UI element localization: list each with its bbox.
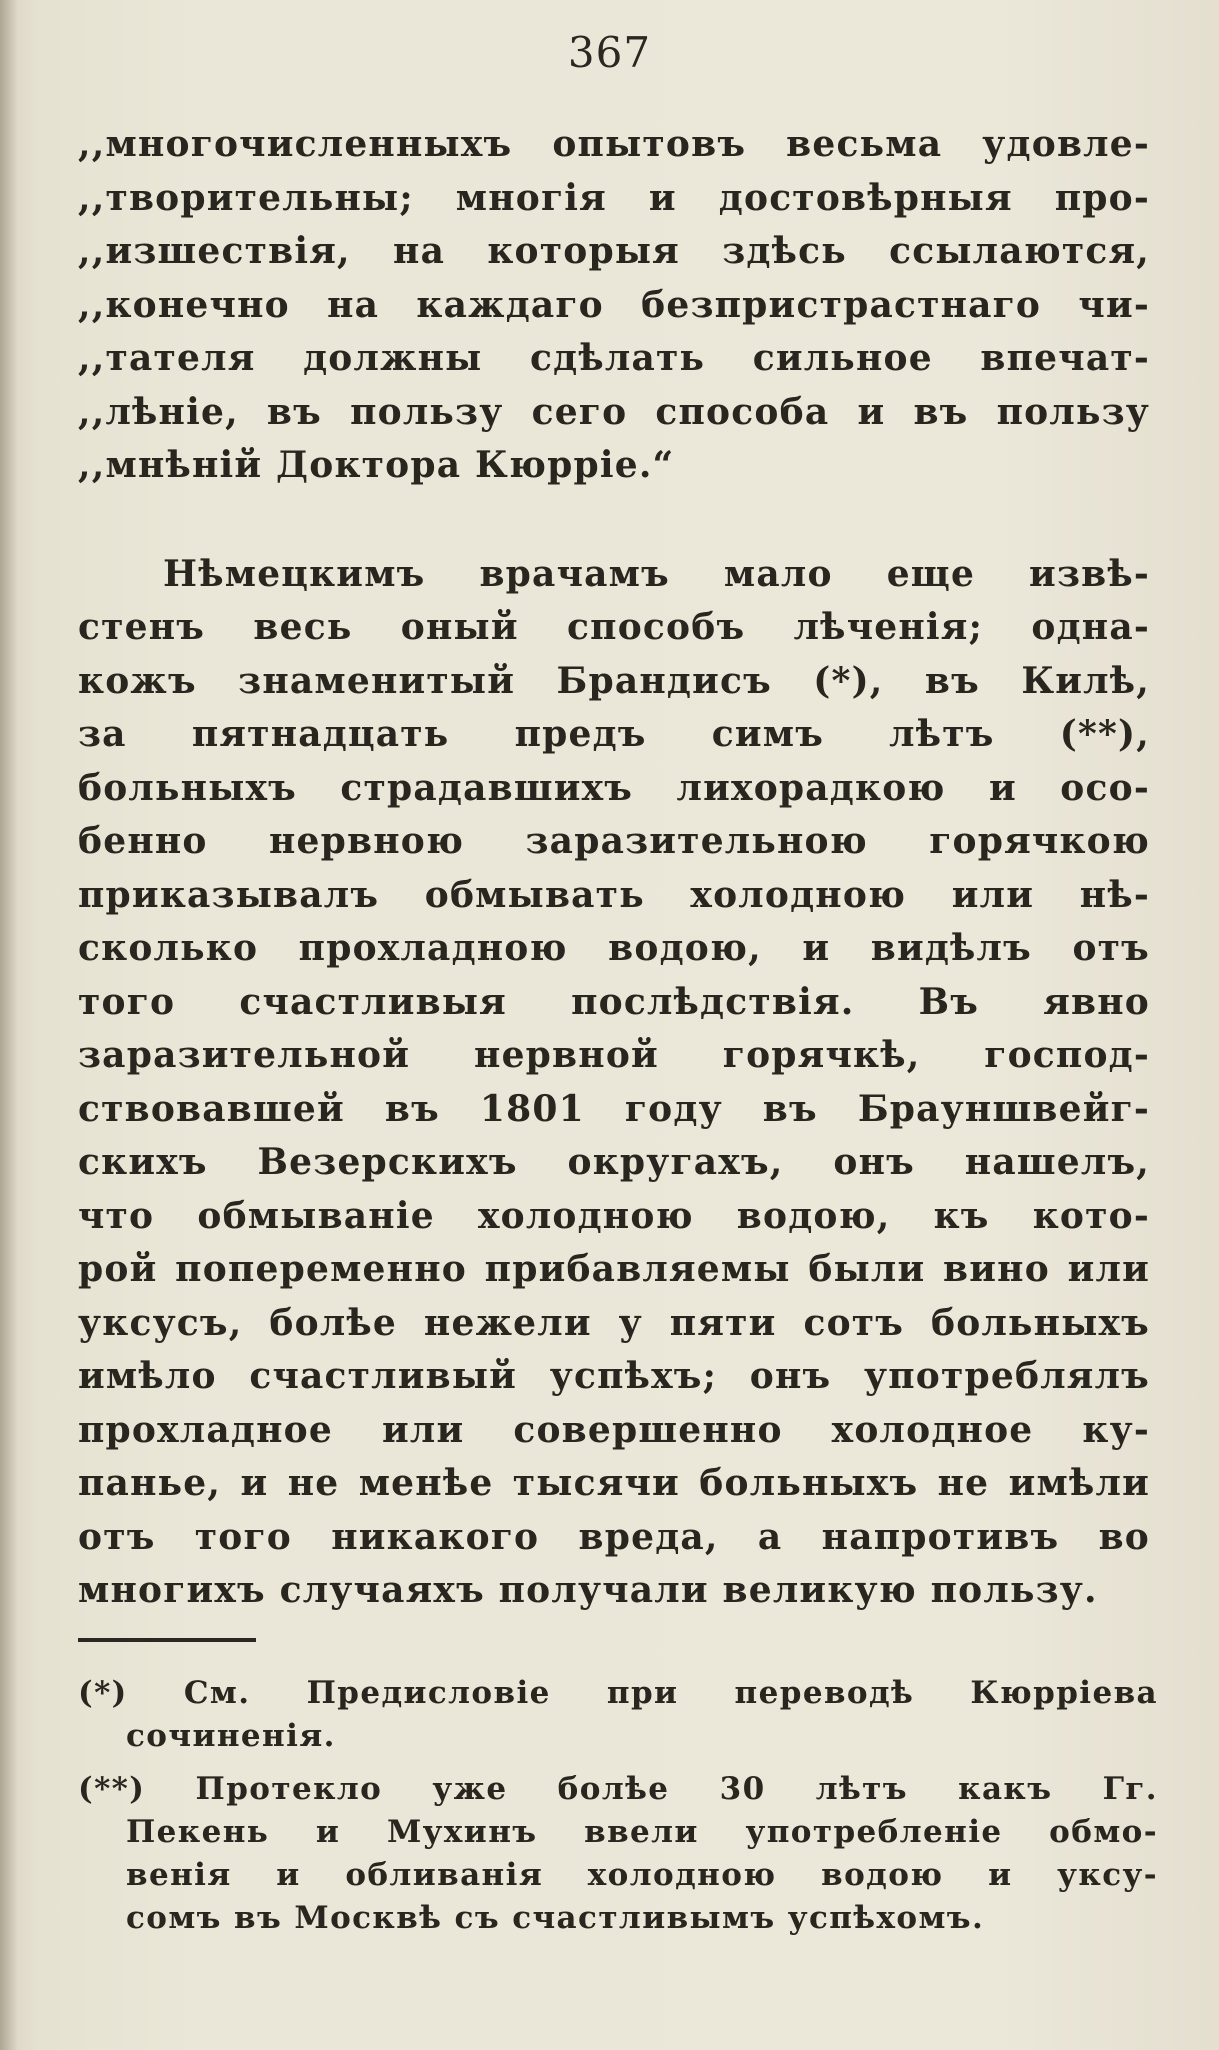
- quote-line: ,,тателя должны сдѣлать сильное впечат-: [78, 337, 1150, 379]
- paragraph-line: бенно нервною заразительною горячкою: [78, 820, 1150, 862]
- paragraph-line: сколько прохладною водою, и видѣлъ отъ: [78, 927, 1150, 969]
- paragraph-line: имѣло счастливый успѣхъ; онъ употреблялъ: [78, 1355, 1150, 1397]
- footnote-separator: [78, 1638, 256, 1642]
- paragraph-gap: [78, 493, 1150, 548]
- page-number: 367: [567, 28, 652, 77]
- paragraph-line: приказывалъ обмывать холодною или нѣ-: [78, 873, 1150, 916]
- footnote: [78, 1768, 1158, 1940]
- footnote-line: (**) Протекло уже болѣе 30 лѣтъ какъ Гг.: [78, 1771, 1158, 1807]
- paragraph-line: стенъ весь оный способъ лѣченія; одна-: [78, 606, 1150, 648]
- footnote-line: Пекень и Мухинъ ввели употребленіе обмо-: [126, 1814, 1158, 1850]
- page-edge-shadow: [0, 0, 18, 2050]
- footnotes: [78, 1672, 1158, 1940]
- paragraph-line: панье, и не менѣе тысячи больныхъ не имѣли: [78, 1462, 1150, 1504]
- paragraph-line: уксусъ, болѣе нежели у пяти сотъ больныхъ: [78, 1301, 1150, 1344]
- footnote-line: венія и обливанія холодною водою и уксу-: [126, 1857, 1158, 1893]
- paragraph-line: отъ того никакого вреда, а напротивъ во: [78, 1515, 1150, 1558]
- paragraph-line: заразительной нервной горячкѣ, господ-: [78, 1034, 1150, 1076]
- footnote-line: сочиненія.: [126, 1718, 336, 1754]
- paragraph-line: скихъ Везерскихъ округахъ, онъ нашелъ,: [78, 1141, 1150, 1183]
- footnote-line: (*) См. Предисловіе при переводѣ Кюрріева: [78, 1675, 1158, 1711]
- quote-line: ,,мнѣній Доктора Кюрріе.“: [78, 444, 675, 486]
- paragraph-line: больныхъ страдавшихъ лихорадкою и осо-: [78, 766, 1150, 809]
- quote-line: ,,лѣніе, въ пользу сего способа и въ пользу: [78, 390, 1150, 433]
- paragraph-line: за пятнадцать предъ симъ лѣтъ (**),: [78, 713, 1150, 755]
- quote-line: ,,творительны; многія и достовѣрныя про-: [78, 176, 1150, 219]
- footnote: [78, 1672, 1158, 1758]
- paragraph-line: рой попеременно прибавляемы были вино или: [78, 1248, 1150, 1290]
- paragraph-line: того счастливыя послѣдствія. Въ явно: [78, 980, 1150, 1023]
- paragraph-line: Нѣмецкимъ врачамъ мало еще извѣ-: [163, 552, 1150, 595]
- paragraph-line: прохладное или совершенно холодное ку-: [78, 1408, 1150, 1451]
- quote-line: ,,изшествія, на которыя здѣсь ссылаются,: [78, 230, 1150, 272]
- main-text: [78, 118, 1150, 1618]
- paragraph-line: многихъ случаяхъ получали великую пользу.: [78, 1569, 1098, 1611]
- footnote-line: сомъ въ Москвѣ съ счастливымъ успѣхомъ.: [126, 1900, 985, 1936]
- quote-line: ,,многочисленныхъ опытовъ весьма удовле-: [78, 123, 1150, 165]
- paragraph-line: кожъ знаменитый Брандисъ (*), въ Килѣ,: [78, 659, 1150, 702]
- paragraph-line: что обмываніе холодною водою, къ кото-: [78, 1194, 1150, 1237]
- quote-line: ,,конечно на каждаго безпристрастнаго чи-: [78, 283, 1150, 326]
- quote-block: [78, 118, 1150, 493]
- paragraph-line: ствовавшей въ 1801 году въ Брауншвейг-: [78, 1087, 1150, 1130]
- paragraph: [78, 548, 1150, 1618]
- footnote-gap: [78, 1758, 1158, 1768]
